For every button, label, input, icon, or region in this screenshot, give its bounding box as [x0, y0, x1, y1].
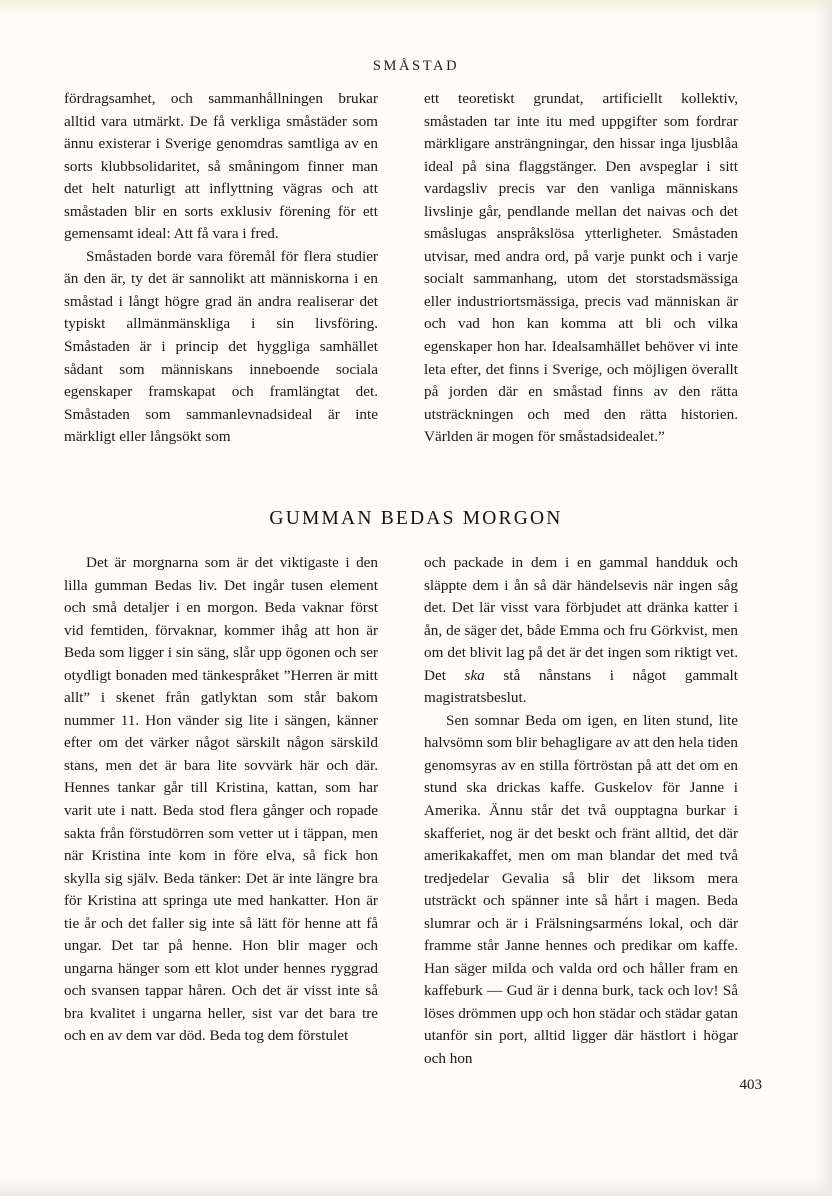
- paragraph-text-before-italic: och packade in dem i en gammal handduk och släppte dem i ån så där händelsevis när ingen såg det. Det lär visst vara förbjudet att dränka katter i ån, de säger det, både Emma och fru Görkvist, men om det blivit lag på det är det ingen som riktigt vet. Det: [424, 554, 738, 684]
- story-left-column: [64, 552, 378, 1071]
- scan-edge-tint-bottom: [0, 1178, 832, 1196]
- article-left-column: [64, 88, 378, 449]
- paragraph: [424, 552, 738, 710]
- scan-edge-tint-top: [0, 0, 832, 14]
- paragraph: Småstaden borde vara föremål för flera studier än den är, ty det är sannolikt att människorna i en småstad i långt högre grad än andra realiserar det typiskt allmänmänskliga i sin livsföring. Småstaden är i princip det hyggliga samhället sådant som människans inneboende sociala egenskaper framskapat och framlängtat det. Småstaden som sammanlevnadsideal är inte märkligt eller långsökt som: [64, 247, 378, 446]
- story-title: GUMMAN BEDAS MORGON: [269, 508, 563, 529]
- story-columns: [64, 552, 738, 1071]
- paragraph: ett teoretiskt grundat, artificiellt kollektiv, småstaden tar inte itu med uppgifter som fordrar märkligare ansträngningar, den hissar inga ljusblåa ideal på sina flaggstänger. Den avspeglar i sitt vardagsliv precis var den vanliga människans livslinje går, pendlande mellan det naivas och det småslugas anspråkslösa ytterligheter. Småstaden utvisar, med andra ord, på varje punkt och i varje socialt sammanhang, utom det storstadsmässiga eller industriortsmässiga, precis vad människan är och vad hon kan komma att bli och vilka egenskaper hon har. Idealsamhället behöver vi inte leta efter, det finns i Sverige, och möjligen överallt på jorden där en småstad finns av den rätta utsträckningen och med den rätta historien. Världen är mogen för småstadsidealet.”: [424, 90, 738, 446]
- paragraph: Det är morgnarna som är det viktigaste i den lilla gumman Bedas liv. Det ingår tusen element och små detaljer i en morgon. Beda vaknar först vid femtiden, förvaknar, kommer ihåg att hon är Beda som ligger i sin säng, slår upp ögonen och ser otydligt bonaden med tänkespråket ”Herren är mitt allt” i skenet från gatlyktan som står bakom nummer 11. Hon vänder sig lite i sängen, känner efter om det värker något särskilt någon särskild stans, men det är bara lite sovvärk här och där. Hennes tankar går till Kristina, kattan, som har varit ute i natt. Beda stod flera gånger och ropade sakta från förstudörren som vetter ut i täppan, men när Kristina inte kom in före elva, så fick hon skylla sig själv. Beda tänker: Det är inte längre bra för Kristina att springa ute med hankatter. Hon är tie år och det faller sig inte så lätt för henne att få ungar. Det tar på henne. Hon blir mager och ungarna hänger som ett klot under hennes ryggrad och svansen tappar håren. Och det är visst inte så bra kvalitet i ungarna heller, sist var det bara tre och en av dem var död. Beda tog dem förstulet: [64, 554, 378, 1045]
- story-right-column: [424, 552, 738, 1071]
- emphasis-word: ska: [464, 666, 485, 684]
- scan-edge-tint-right: [816, 0, 832, 1196]
- paragraph-text-after-italic: stå nånstans i något gammalt magistratsbeslut.: [424, 666, 739, 707]
- paragraph: Sen somnar Beda om igen, en liten stund, lite halvsömn som blir behagligare av att den hela tiden genomsyras av en stilla förtröstan på att det om en stund ska drickas kaffe. Guskelov för Janne i Amerika. Ännu står det två oupptagna burkar i skafferiet, nog är det beskt och fränt alltid, det där amerikakaffet, men om man blandar det med två tredjedelar Gevalia så blir det liksom mera utsträckt och spänner inte så hårt i magen. Beda slumrar och är i Frälsningsarméns lokal, och där framme står Janne hennes och predikar om kaffe. Han säger milda och valda ord och håller fram en kaffeburk — Gud är i denna burk, tack och lov! Så löses drömmen upp och hon städar och städar gatan utanför sin port, alltid ligger där hästlort i högar och hon: [424, 711, 738, 1068]
- article-right-column: [424, 88, 738, 449]
- page-number: 403: [739, 1077, 762, 1093]
- paragraph: fördragsamhet, och sammanhållningen brukar alltid vara utmärkt. De få verkliga småstäder som ännu existerar i Sverige genomdras samtliga av en sorts klubbsolidaritet, så småningom finner man det helt naturligt att inflyttning vägras och att småstaden blir en sorts exklusiv förening för ett gemensamt ideal: Att få vara i fred.: [64, 90, 378, 243]
- article-continuation-columns: [64, 88, 738, 449]
- running-head: SMÅSTAD: [372, 58, 460, 74]
